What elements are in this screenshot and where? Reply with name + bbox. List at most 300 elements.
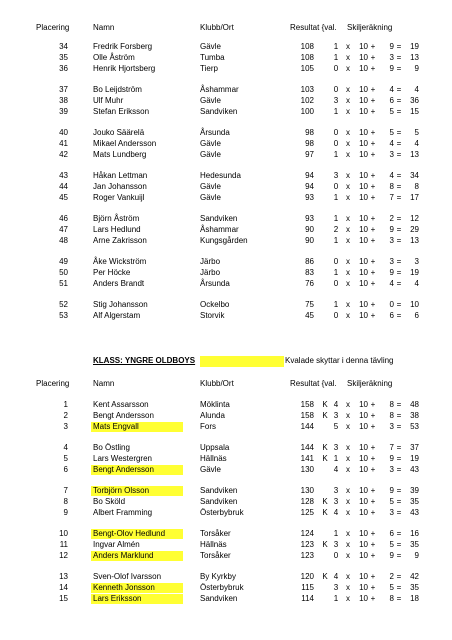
k-marker: K — [322, 443, 328, 452]
club-name: Järbo — [200, 268, 221, 277]
club-name: Gävle — [200, 150, 221, 159]
tiebreak-ten: 10 — [359, 529, 368, 538]
tiebreak-ten: 10 — [359, 225, 368, 234]
club-name: Österbybruk — [200, 508, 244, 517]
result-value: 94 — [305, 182, 314, 191]
table-row — [0, 150, 452, 160]
equals-symbol: = — [396, 311, 402, 320]
times-symbol: x — [346, 508, 350, 517]
shooter-name: Kenneth Jonsson — [93, 583, 155, 592]
shooter-name: Ulf Muhr — [93, 96, 124, 105]
header-row — [0, 23, 452, 33]
result-value: 105 — [300, 64, 314, 73]
equals-symbol: = — [396, 583, 402, 592]
times-symbol: x — [346, 42, 350, 51]
table-row — [0, 128, 452, 138]
tiebreak-ten: 10 — [359, 508, 368, 517]
tiebreak-multiplier: 3 — [333, 443, 339, 452]
plus-symbol: + — [370, 257, 376, 266]
placement-number: 15 — [59, 594, 68, 603]
result-value: 90 — [305, 225, 314, 234]
table-row — [0, 107, 452, 117]
tiebreak-ten: 10 — [359, 139, 368, 148]
placement-number: 12 — [59, 551, 68, 560]
table-row — [0, 257, 452, 267]
tiebreak-value: 9 — [389, 64, 394, 73]
tiebreak-value: 2 — [389, 214, 394, 223]
table-row — [0, 42, 452, 52]
placement-number: 46 — [59, 214, 68, 223]
result-value: 93 — [305, 193, 314, 202]
equals-symbol: = — [396, 279, 402, 288]
tiebreak-total: 38 — [410, 411, 419, 420]
plus-symbol: + — [370, 53, 376, 62]
club-name: Gävle — [200, 182, 221, 191]
tiebreak-value: 8 — [389, 182, 394, 191]
tiebreak-total: 10 — [410, 300, 419, 309]
times-symbol: x — [346, 465, 350, 474]
shooter-name: Ingvar Almén — [93, 540, 140, 549]
tiebreak-ten: 10 — [359, 42, 368, 51]
table-row — [0, 572, 452, 582]
placement-number: 3 — [63, 422, 68, 431]
table-row — [0, 422, 452, 432]
tiebreak-ten: 10 — [359, 583, 368, 592]
equals-symbol: = — [396, 107, 402, 116]
tiebreak-value: 3 — [389, 236, 394, 245]
result-value: 103 — [300, 85, 314, 94]
times-symbol: x — [346, 53, 350, 62]
placement-number: 52 — [59, 300, 68, 309]
tiebreak-ten: 10 — [359, 422, 368, 431]
table-row — [0, 96, 452, 106]
table-row — [0, 279, 452, 289]
table-row — [0, 508, 452, 518]
plus-symbol: + — [370, 465, 376, 474]
tiebreak-total: 35 — [410, 540, 419, 549]
club-name: Sandviken — [200, 497, 238, 506]
plus-symbol: + — [370, 486, 376, 495]
plus-symbol: + — [370, 497, 376, 506]
header-row-2 — [0, 379, 452, 389]
tiebreak-total: 18 — [410, 594, 419, 603]
tiebreak-multiplier: 3 — [333, 96, 339, 105]
club-name: Gävle — [200, 465, 221, 474]
plus-symbol: + — [370, 214, 376, 223]
tiebreak-value: 4 — [389, 279, 394, 288]
shooter-name: Mats Lundberg — [93, 150, 147, 159]
tiebreak-multiplier: 2 — [333, 225, 339, 234]
club-name: Sandviken — [200, 486, 238, 495]
tiebreak-total: 19 — [410, 268, 419, 277]
tiebreak-multiplier: 5 — [333, 422, 339, 431]
equals-symbol: = — [396, 214, 402, 223]
club-name: Hällnäs — [200, 540, 227, 549]
placement-number: 5 — [63, 454, 68, 463]
table-row — [0, 139, 452, 149]
tiebreak-multiplier: 0 — [333, 311, 339, 320]
shooter-name: Jouko Säärelä — [93, 128, 145, 137]
result-value: 125 — [300, 508, 314, 517]
equals-symbol: = — [396, 465, 402, 474]
result-value: 98 — [305, 139, 314, 148]
times-symbol: x — [346, 497, 350, 506]
tiebreak-ten: 10 — [359, 594, 368, 603]
tiebreak-ten: 10 — [359, 551, 368, 560]
table-row — [0, 497, 452, 507]
placement-number: 9 — [63, 508, 68, 517]
equals-symbol: = — [396, 236, 402, 245]
tiebreak-multiplier: 1 — [333, 300, 339, 309]
tiebreak-multiplier: 4 — [333, 508, 339, 517]
result-value: 120 — [300, 572, 314, 581]
plus-symbol: + — [370, 96, 376, 105]
tiebreak-value: 6 — [389, 529, 394, 538]
placement-number: 6 — [63, 465, 68, 474]
tiebreak-ten: 10 — [359, 443, 368, 452]
shooter-name: Fredrik Forsberg — [93, 42, 153, 51]
shooter-name: Bengt-Olov Hedlund — [93, 529, 166, 538]
placement-number: 38 — [59, 96, 68, 105]
tiebreak-ten: 10 — [359, 257, 368, 266]
shooter-name: Håkan Lettman — [93, 171, 148, 180]
tiebreak-multiplier: 0 — [333, 64, 339, 73]
placement-number: 13 — [59, 572, 68, 581]
tiebreak-value: 3 — [389, 150, 394, 159]
tiebreak-multiplier: 4 — [333, 572, 339, 581]
plus-symbol: + — [370, 443, 376, 452]
times-symbol: x — [346, 311, 350, 320]
tiebreak-ten: 10 — [359, 497, 368, 506]
shooter-name: Alf Algerstam — [93, 311, 141, 320]
times-symbol: x — [346, 422, 350, 431]
placement-number: 49 — [59, 257, 68, 266]
plus-symbol: + — [370, 85, 376, 94]
shooter-name: Sven-Olof Ivarsson — [93, 572, 162, 581]
tiebreak-value: 5 — [389, 107, 394, 116]
placement-number: 1 — [63, 400, 68, 409]
placement-number: 39 — [59, 107, 68, 116]
tiebreak-ten: 10 — [359, 300, 368, 309]
result-value: 141 — [300, 454, 314, 463]
tiebreak-total: 36 — [410, 96, 419, 105]
tiebreak-ten: 10 — [359, 128, 368, 137]
tiebreak-value: 9 — [389, 268, 394, 277]
times-symbol: x — [346, 583, 350, 592]
k-marker: K — [322, 411, 328, 420]
club-name: Torsåker — [200, 551, 231, 560]
times-symbol: x — [346, 529, 350, 538]
result-value: 130 — [300, 486, 314, 495]
placement-number: 7 — [63, 486, 68, 495]
plus-symbol: + — [370, 422, 376, 431]
tiebreak-ten: 10 — [359, 279, 368, 288]
tiebreak-value: 9 — [389, 454, 394, 463]
tiebreak-ten: 10 — [359, 107, 368, 116]
tiebreak-total: 53 — [410, 422, 419, 431]
times-symbol: x — [346, 214, 350, 223]
result-value: 83 — [305, 268, 314, 277]
tiebreak-total: 8 — [414, 182, 419, 191]
placement-number: 36 — [59, 64, 68, 73]
shooter-name: Anders Marklund — [93, 551, 154, 560]
result-value: 144 — [300, 443, 314, 452]
placement-number: 2 — [63, 411, 68, 420]
table-row — [0, 594, 452, 604]
shooter-name: Mats Engvall — [93, 422, 139, 431]
club-name: Årsunda — [200, 279, 230, 288]
klass-highlight-bar — [200, 356, 284, 367]
placement-number: 50 — [59, 268, 68, 277]
times-symbol: x — [346, 236, 350, 245]
tiebreak-ten: 10 — [359, 214, 368, 223]
tiebreak-value: 6 — [389, 311, 394, 320]
tiebreak-value: 5 — [389, 583, 394, 592]
club-name: Uppsala — [200, 443, 230, 452]
club-name: Åshammar — [200, 225, 239, 234]
times-symbol: x — [346, 411, 350, 420]
plus-symbol: + — [370, 311, 376, 320]
tiebreak-value: 9 — [389, 551, 394, 560]
result-value: 158 — [300, 411, 314, 420]
tiebreak-total: 43 — [410, 465, 419, 474]
club-name: Kungsgården — [200, 236, 248, 245]
table-row — [0, 583, 452, 593]
times-symbol: x — [346, 139, 350, 148]
tiebreak-value: 3 — [389, 422, 394, 431]
k-marker: K — [322, 400, 328, 409]
header-resultat: Resultat {val. — [290, 379, 337, 388]
table-row — [0, 400, 452, 410]
shooter-name: Anders Brandt — [93, 279, 145, 288]
result-value: 108 — [300, 53, 314, 62]
klass-title: KLASS: YNGRE OLDBOYS — [93, 356, 196, 365]
equals-symbol: = — [396, 508, 402, 517]
club-name: Sandviken — [200, 107, 238, 116]
equals-symbol: = — [396, 193, 402, 202]
tiebreak-ten: 10 — [359, 465, 368, 474]
shooter-name: Roger Vankuijl — [93, 193, 145, 202]
club-name: Tierp — [200, 64, 218, 73]
tiebreak-total: 43 — [410, 508, 419, 517]
table-row — [0, 551, 452, 561]
tiebreak-multiplier: 0 — [333, 139, 339, 148]
placement-number: 41 — [59, 139, 68, 148]
result-value: 123 — [300, 540, 314, 549]
shooter-name: Kent Assarsson — [93, 400, 149, 409]
times-symbol: x — [346, 85, 350, 94]
table-row — [0, 465, 452, 475]
table-row — [0, 236, 452, 246]
tiebreak-total: 3 — [414, 257, 419, 266]
plus-symbol: + — [370, 529, 376, 538]
club-name: Tumba — [200, 53, 225, 62]
tiebreak-total: 13 — [410, 53, 419, 62]
result-value: 115 — [301, 583, 314, 592]
tiebreak-multiplier: 1 — [333, 214, 339, 223]
placement-number: 43 — [59, 171, 68, 180]
times-symbol: x — [346, 268, 350, 277]
club-name: Gävle — [200, 96, 221, 105]
club-name: Årsunda — [200, 128, 230, 137]
tiebreak-total: 39 — [410, 486, 419, 495]
club-name: Gävle — [200, 193, 221, 202]
tiebreak-value: 3 — [389, 257, 394, 266]
result-value: 144 — [300, 422, 314, 431]
plus-symbol: + — [370, 64, 376, 73]
plus-symbol: + — [370, 411, 376, 420]
tiebreak-value: 5 — [389, 540, 394, 549]
tiebreak-multiplier: 3 — [333, 411, 339, 420]
club-name: Järbo — [200, 257, 221, 266]
tiebreak-multiplier: 1 — [333, 236, 339, 245]
plus-symbol: + — [370, 193, 376, 202]
shooter-name: Lars Westergren — [93, 454, 152, 463]
tiebreak-total: 34 — [410, 171, 419, 180]
tiebreak-total: 13 — [410, 236, 419, 245]
tiebreak-multiplier: 0 — [333, 85, 339, 94]
result-value: 123 — [300, 551, 314, 560]
tiebreak-value: 4 — [389, 85, 394, 94]
tiebreak-ten: 10 — [359, 64, 368, 73]
equals-symbol: = — [396, 96, 402, 105]
equals-symbol: = — [396, 529, 402, 538]
times-symbol: x — [346, 551, 350, 560]
header-namn: Namn — [93, 23, 115, 32]
tiebreak-multiplier: 4 — [333, 465, 339, 474]
tiebreak-multiplier: 0 — [333, 182, 339, 191]
tiebreak-value: 3 — [389, 465, 394, 474]
shooter-name: Stig Johansson — [93, 300, 148, 309]
shooter-name: Lars Hedlund — [93, 225, 141, 234]
equals-symbol: = — [396, 182, 402, 191]
table-row — [0, 225, 452, 235]
plus-symbol: + — [370, 182, 376, 191]
table-row — [0, 85, 452, 95]
equals-symbol: = — [396, 150, 402, 159]
times-symbol: x — [346, 454, 350, 463]
result-value: 102 — [300, 96, 314, 105]
tiebreak-total: 35 — [410, 497, 419, 506]
tiebreak-multiplier: 0 — [333, 279, 339, 288]
shooter-name: Åke Wickström — [93, 257, 147, 266]
result-value: 86 — [305, 257, 314, 266]
equals-symbol: = — [396, 257, 402, 266]
table-row — [0, 443, 452, 453]
result-value: 94 — [305, 171, 314, 180]
times-symbol: x — [346, 572, 350, 581]
tiebreak-multiplier: 1 — [333, 150, 339, 159]
shooter-name: Jan Johansson — [93, 182, 147, 191]
equals-symbol: = — [396, 540, 402, 549]
club-name: Alunda — [200, 411, 225, 420]
tiebreak-ten: 10 — [359, 182, 368, 191]
equals-symbol: = — [396, 454, 402, 463]
table-row — [0, 300, 452, 310]
tiebreak-multiplier: 4 — [333, 400, 339, 409]
tiebreak-total: 42 — [410, 572, 419, 581]
tiebreak-value: 8 — [389, 400, 394, 409]
club-name: By Kyrkby — [200, 572, 237, 581]
plus-symbol: + — [370, 508, 376, 517]
equals-symbol: = — [396, 128, 402, 137]
equals-symbol: = — [396, 443, 402, 452]
tiebreak-value: 2 — [389, 572, 394, 581]
equals-symbol: = — [396, 422, 402, 431]
placement-number: 4 — [63, 443, 68, 452]
table-row — [0, 53, 452, 63]
header-resultat: Resultat {val. — [290, 23, 337, 32]
table-row — [0, 214, 452, 224]
tiebreak-ten: 10 — [359, 193, 368, 202]
times-symbol: x — [346, 107, 350, 116]
placement-number: 10 — [59, 529, 68, 538]
shooter-name: Olle Åström — [93, 53, 135, 62]
equals-symbol: = — [396, 551, 402, 560]
tiebreak-ten: 10 — [359, 486, 368, 495]
times-symbol: x — [346, 300, 350, 309]
club-name: Hällnäs — [200, 454, 227, 463]
tiebreak-value: 0 — [389, 300, 394, 309]
result-value: 75 — [305, 300, 314, 309]
tiebreak-multiplier: 1 — [333, 454, 339, 463]
plus-symbol: + — [370, 268, 376, 277]
placement-number: 53 — [59, 311, 68, 320]
tiebreak-value: 7 — [389, 193, 394, 202]
times-symbol: x — [346, 182, 350, 191]
club-name: Sandviken — [200, 214, 238, 223]
tiebreak-multiplier: 1 — [333, 529, 339, 538]
club-name: Gävle — [200, 42, 221, 51]
plus-symbol: + — [370, 279, 376, 288]
tiebreak-value: 8 — [389, 411, 394, 420]
club-name: Fors — [200, 422, 216, 431]
times-symbol: x — [346, 128, 350, 137]
club-name: Österbybruk — [200, 583, 244, 592]
tiebreak-total: 9 — [414, 64, 419, 73]
tiebreak-ten: 10 — [359, 236, 368, 245]
equals-symbol: = — [396, 171, 402, 180]
plus-symbol: + — [370, 42, 376, 51]
club-name: Ockelbo — [200, 300, 230, 309]
equals-symbol: = — [396, 139, 402, 148]
shooter-name: Mikael Andersson — [93, 139, 157, 148]
tiebreak-multiplier: 0 — [333, 551, 339, 560]
equals-symbol: = — [396, 486, 402, 495]
shooter-name: Bengt Andersson — [93, 465, 154, 474]
tiebreak-total: 12 — [410, 214, 419, 223]
equals-symbol: = — [396, 594, 402, 603]
times-symbol: x — [346, 193, 350, 202]
tiebreak-multiplier: 1 — [333, 268, 339, 277]
times-symbol: x — [346, 225, 350, 234]
header-klubb: Klubb/Ort — [200, 379, 234, 388]
table-row — [0, 182, 452, 192]
equals-symbol: = — [396, 300, 402, 309]
tiebreak-value: 4 — [389, 171, 394, 180]
tiebreak-value: 6 — [389, 96, 394, 105]
plus-symbol: + — [370, 128, 376, 137]
table-row — [0, 454, 452, 464]
result-value: 100 — [300, 107, 314, 116]
plus-symbol: + — [370, 225, 376, 234]
placement-number: 14 — [59, 583, 68, 592]
table-row — [0, 171, 452, 181]
tiebreak-total: 4 — [414, 85, 419, 94]
tiebreak-total: 16 — [410, 529, 419, 538]
tiebreak-ten: 10 — [359, 411, 368, 420]
tiebreak-total: 35 — [410, 583, 419, 592]
